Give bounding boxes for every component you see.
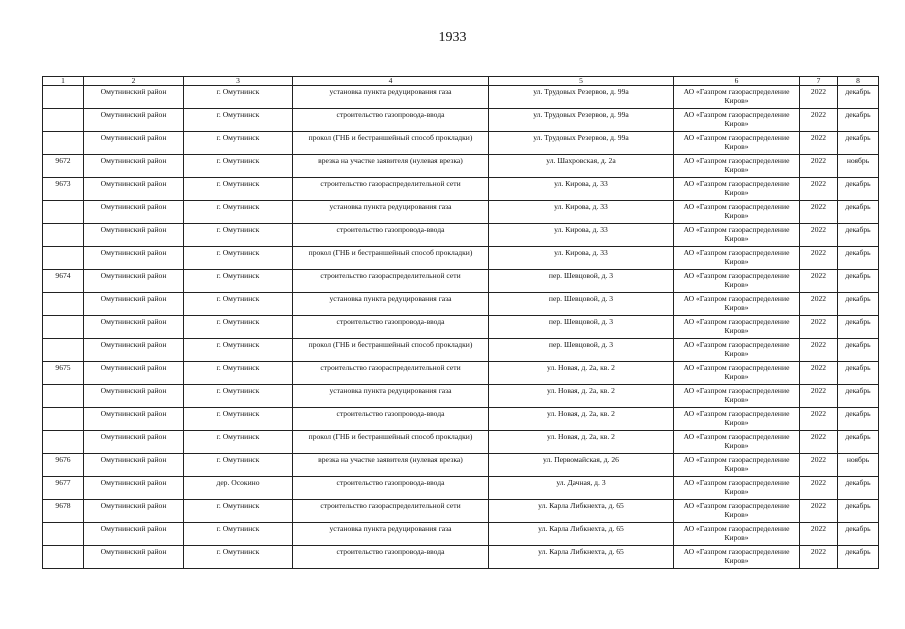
cell-work-type: строительство газопровода-ввода	[293, 316, 489, 339]
table-row	[43, 477, 879, 500]
cell-address: пер. Шевцовой, д. 3	[489, 316, 674, 339]
cell-district: Омутнинский район	[84, 477, 184, 500]
cell-district: Омутнинский район	[84, 523, 184, 546]
cell-address: ул. Новая, д. 2а, кв. 2	[489, 362, 674, 385]
cell-district: Омутнинский район	[84, 385, 184, 408]
table-row	[43, 224, 879, 247]
cell-address: ул. Дачная, д. 3	[489, 477, 674, 500]
cell-year: 2022	[800, 86, 838, 109]
cell-address: ул. Новая, д. 2а, кв. 2	[489, 431, 674, 454]
cell-organization: АО «Газпром газораспределение Киров»	[674, 155, 800, 178]
cell-month: декабрь	[838, 109, 879, 132]
cell-address: ул. Новая, д. 2а, кв. 2	[489, 385, 674, 408]
cell-number: 9673	[43, 178, 84, 201]
cell-number	[43, 546, 84, 569]
cell-district: Омутнинский район	[84, 316, 184, 339]
table-row	[43, 431, 879, 454]
cell-locality: г. Омутнинск	[184, 293, 293, 316]
cell-district: Омутнинский район	[84, 109, 184, 132]
cell-number	[43, 339, 84, 362]
cell-address: ул. Кирова, д. 33	[489, 247, 674, 270]
cell-locality: г. Омутнинск	[184, 109, 293, 132]
column-header: 2	[84, 77, 184, 86]
cell-number: 9676	[43, 454, 84, 477]
cell-year: 2022	[800, 132, 838, 155]
table-row	[43, 362, 879, 385]
cell-locality: г. Омутнинск	[184, 385, 293, 408]
cell-locality: г. Омутнинск	[184, 454, 293, 477]
cell-district: Омутнинский район	[84, 339, 184, 362]
table-row	[43, 86, 879, 109]
cell-month: декабрь	[838, 546, 879, 569]
cell-number	[43, 201, 84, 224]
cell-organization: АО «Газпром газораспределение Киров»	[674, 500, 800, 523]
cell-work-type: строительство газопровода-ввода	[293, 546, 489, 569]
cell-organization: АО «Газпром газораспределение Киров»	[674, 339, 800, 362]
cell-number	[43, 132, 84, 155]
table-row	[43, 270, 879, 293]
cell-organization: АО «Газпром газораспределение Киров»	[674, 109, 800, 132]
cell-work-type: строительство газопровода-ввода	[293, 224, 489, 247]
cell-month: декабрь	[838, 178, 879, 201]
cell-locality: г. Омутнинск	[184, 500, 293, 523]
table-body	[43, 77, 879, 569]
cell-year: 2022	[800, 155, 838, 178]
cell-work-type: установка пункта редуцирования газа	[293, 201, 489, 224]
cell-month: декабрь	[838, 339, 879, 362]
cell-year: 2022	[800, 270, 838, 293]
cell-organization: АО «Газпром газораспределение Киров»	[674, 270, 800, 293]
cell-work-type: врезка на участке заявителя (нулевая врезка)	[293, 155, 489, 178]
cell-year: 2022	[800, 431, 838, 454]
cell-number: 9674	[43, 270, 84, 293]
cell-locality: г. Омутнинск	[184, 270, 293, 293]
cell-district: Омутнинский район	[84, 178, 184, 201]
table-row	[43, 500, 879, 523]
cell-organization: АО «Газпром газораспределение Киров»	[674, 247, 800, 270]
cell-month: декабрь	[838, 132, 879, 155]
cell-address: ул. Карла Либкнехта, д. 65	[489, 546, 674, 569]
cell-organization: АО «Газпром газораспределение Киров»	[674, 224, 800, 247]
cell-month: декабрь	[838, 316, 879, 339]
cell-year: 2022	[800, 385, 838, 408]
cell-number	[43, 408, 84, 431]
cell-locality: г. Омутнинск	[184, 155, 293, 178]
cell-address: пер. Шевцовой, д. 3	[489, 293, 674, 316]
cell-locality: г. Омутнинск	[184, 224, 293, 247]
cell-organization: АО «Газпром газораспределение Киров»	[674, 523, 800, 546]
cell-year: 2022	[800, 178, 838, 201]
cell-year: 2022	[800, 316, 838, 339]
cell-month: декабрь	[838, 385, 879, 408]
cell-year: 2022	[800, 523, 838, 546]
cell-number	[43, 293, 84, 316]
cell-year: 2022	[800, 546, 838, 569]
cell-district: Омутнинский район	[84, 86, 184, 109]
cell-district: Омутнинский район	[84, 500, 184, 523]
cell-locality: г. Омутнинск	[184, 408, 293, 431]
cell-work-type: строительство газопровода-ввода	[293, 408, 489, 431]
table-row	[43, 523, 879, 546]
column-header: 1	[43, 77, 84, 86]
cell-work-type: установка пункта редуцирования газа	[293, 385, 489, 408]
cell-work-type: прокол (ГНБ и бестраншейный способ прокладки)	[293, 339, 489, 362]
table-row	[43, 546, 879, 569]
cell-number: 9672	[43, 155, 84, 178]
cell-work-type: строительство газопровода-ввода	[293, 477, 489, 500]
cell-number	[43, 316, 84, 339]
cell-work-type: прокол (ГНБ и бестраншейный способ прокладки)	[293, 431, 489, 454]
cell-work-type: прокол (ГНБ и бестраншейный способ прокладки)	[293, 247, 489, 270]
cell-year: 2022	[800, 201, 838, 224]
cell-year: 2022	[800, 477, 838, 500]
cell-work-type: установка пункта редуцирования газа	[293, 86, 489, 109]
cell-address: ул. Карла Либкнехта, д. 65	[489, 500, 674, 523]
cell-month: декабрь	[838, 247, 879, 270]
cell-address: ул. Кирова, д. 33	[489, 201, 674, 224]
cell-year: 2022	[800, 224, 838, 247]
cell-address: ул. Новая, д. 2а, кв. 2	[489, 408, 674, 431]
cell-organization: АО «Газпром газораспределение Киров»	[674, 86, 800, 109]
table-row	[43, 293, 879, 316]
cell-organization: АО «Газпром газораспределение Киров»	[674, 362, 800, 385]
cell-locality: г. Омутнинск	[184, 247, 293, 270]
cell-year: 2022	[800, 109, 838, 132]
cell-district: Омутнинский район	[84, 362, 184, 385]
cell-organization: АО «Газпром газораспределение Киров»	[674, 431, 800, 454]
cell-organization: АО «Газпром газораспределение Киров»	[674, 385, 800, 408]
table-row	[43, 247, 879, 270]
cell-district: Омутнинский район	[84, 270, 184, 293]
cell-district: Омутнинский район	[84, 201, 184, 224]
cell-year: 2022	[800, 408, 838, 431]
table-row	[43, 109, 879, 132]
header-row	[43, 77, 879, 86]
cell-year: 2022	[800, 362, 838, 385]
cell-work-type: установка пункта редуцирования газа	[293, 523, 489, 546]
cell-organization: АО «Газпром газораспределение Киров»	[674, 316, 800, 339]
cell-locality: г. Омутнинск	[184, 86, 293, 109]
cell-district: Омутнинский район	[84, 132, 184, 155]
cell-locality: г. Омутнинск	[184, 339, 293, 362]
cell-month: декабрь	[838, 500, 879, 523]
column-header: 5	[489, 77, 674, 86]
table-row	[43, 385, 879, 408]
cell-number: 9678	[43, 500, 84, 523]
cell-locality: г. Омутнинск	[184, 201, 293, 224]
cell-month: декабрь	[838, 477, 879, 500]
cell-month: декабрь	[838, 431, 879, 454]
cell-district: Омутнинский район	[84, 293, 184, 316]
cell-locality: г. Омутнинск	[184, 132, 293, 155]
table-row	[43, 155, 879, 178]
cell-address: ул. Кирова, д. 33	[489, 178, 674, 201]
cell-month: декабрь	[838, 201, 879, 224]
cell-month: декабрь	[838, 362, 879, 385]
cell-number	[43, 224, 84, 247]
cell-work-type: строительство газораспределительной сети	[293, 270, 489, 293]
cell-work-type: строительство газораспределительной сети	[293, 362, 489, 385]
cell-address: пер. Шевцовой, д. 3	[489, 270, 674, 293]
cell-organization: АО «Газпром газораспределение Киров»	[674, 178, 800, 201]
cell-district: Омутнинский район	[84, 155, 184, 178]
cell-month: ноябрь	[838, 454, 879, 477]
cell-year: 2022	[800, 293, 838, 316]
cell-organization: АО «Газпром газораспределение Киров»	[674, 132, 800, 155]
cell-month: декабрь	[838, 523, 879, 546]
column-header: 6	[674, 77, 800, 86]
cell-organization: АО «Газпром газораспределение Киров»	[674, 454, 800, 477]
cell-number	[43, 86, 84, 109]
cell-organization: АО «Газпром газораспределение Киров»	[674, 408, 800, 431]
cell-year: 2022	[800, 500, 838, 523]
column-header: 3	[184, 77, 293, 86]
cell-organization: АО «Газпром газораспределение Киров»	[674, 546, 800, 569]
cell-work-type: строительство газораспределительной сети	[293, 178, 489, 201]
column-header: 8	[838, 77, 879, 86]
data-table	[42, 76, 879, 569]
table-row	[43, 454, 879, 477]
cell-locality: г. Омутнинск	[184, 316, 293, 339]
cell-number	[43, 523, 84, 546]
cell-address: ул. Трудовых Резервов, д. 99а	[489, 109, 674, 132]
table-row	[43, 201, 879, 224]
column-header: 7	[800, 77, 838, 86]
table-row	[43, 339, 879, 362]
cell-district: Омутнинский район	[84, 454, 184, 477]
cell-district: Омутнинский район	[84, 431, 184, 454]
cell-number	[43, 385, 84, 408]
table-row	[43, 178, 879, 201]
column-header: 4	[293, 77, 489, 86]
cell-address: ул. Трудовых Резервов, д. 99а	[489, 132, 674, 155]
cell-year: 2022	[800, 339, 838, 362]
cell-work-type: врезка на участке заявителя (нулевая врезка)	[293, 454, 489, 477]
table-row	[43, 316, 879, 339]
cell-address: ул. Кирова, д. 33	[489, 224, 674, 247]
cell-work-type: строительство газопровода-ввода	[293, 109, 489, 132]
cell-address: ул. Шахровская, д. 2а	[489, 155, 674, 178]
cell-work-type: прокол (ГНБ и бестраншейный способ прокладки)	[293, 132, 489, 155]
cell-organization: АО «Газпром газораспределение Киров»	[674, 201, 800, 224]
cell-address: ул. Карла Либкнехта, д. 65	[489, 523, 674, 546]
cell-month: декабрь	[838, 224, 879, 247]
cell-district: Омутнинский район	[84, 408, 184, 431]
cell-work-type: установка пункта редуцирования газа	[293, 293, 489, 316]
cell-month: ноябрь	[838, 155, 879, 178]
cell-number	[43, 431, 84, 454]
cell-address: ул. Первомайская, д. 26	[489, 454, 674, 477]
cell-number	[43, 247, 84, 270]
cell-organization: АО «Газпром газораспределение Киров»	[674, 293, 800, 316]
cell-organization: АО «Газпром газораспределение Киров»	[674, 477, 800, 500]
cell-district: Омутнинский район	[84, 247, 184, 270]
cell-locality: г. Омутнинск	[184, 362, 293, 385]
cell-month: декабрь	[838, 293, 879, 316]
page-number: 1933	[438, 30, 467, 45]
cell-month: декабрь	[838, 86, 879, 109]
cell-locality: г. Омутнинск	[184, 178, 293, 201]
cell-number: 9675	[43, 362, 84, 385]
table-row	[43, 408, 879, 431]
cell-locality: г. Омутнинск	[184, 523, 293, 546]
cell-district: Омутнинский район	[84, 224, 184, 247]
cell-year: 2022	[800, 454, 838, 477]
cell-locality: дер. Осокино	[184, 477, 293, 500]
cell-number: 9677	[43, 477, 84, 500]
cell-year: 2022	[800, 247, 838, 270]
cell-month: декабрь	[838, 270, 879, 293]
cell-address: ул. Трудовых Резервов, д. 99а	[489, 86, 674, 109]
cell-number	[43, 109, 84, 132]
table-row	[43, 132, 879, 155]
cell-district: Омутнинский район	[84, 546, 184, 569]
cell-locality: г. Омутнинск	[184, 431, 293, 454]
cell-work-type: строительство газораспределительной сети	[293, 500, 489, 523]
cell-address: пер. Шевцовой, д. 3	[489, 339, 674, 362]
cell-month: декабрь	[838, 408, 879, 431]
cell-locality: г. Омутнинск	[184, 546, 293, 569]
